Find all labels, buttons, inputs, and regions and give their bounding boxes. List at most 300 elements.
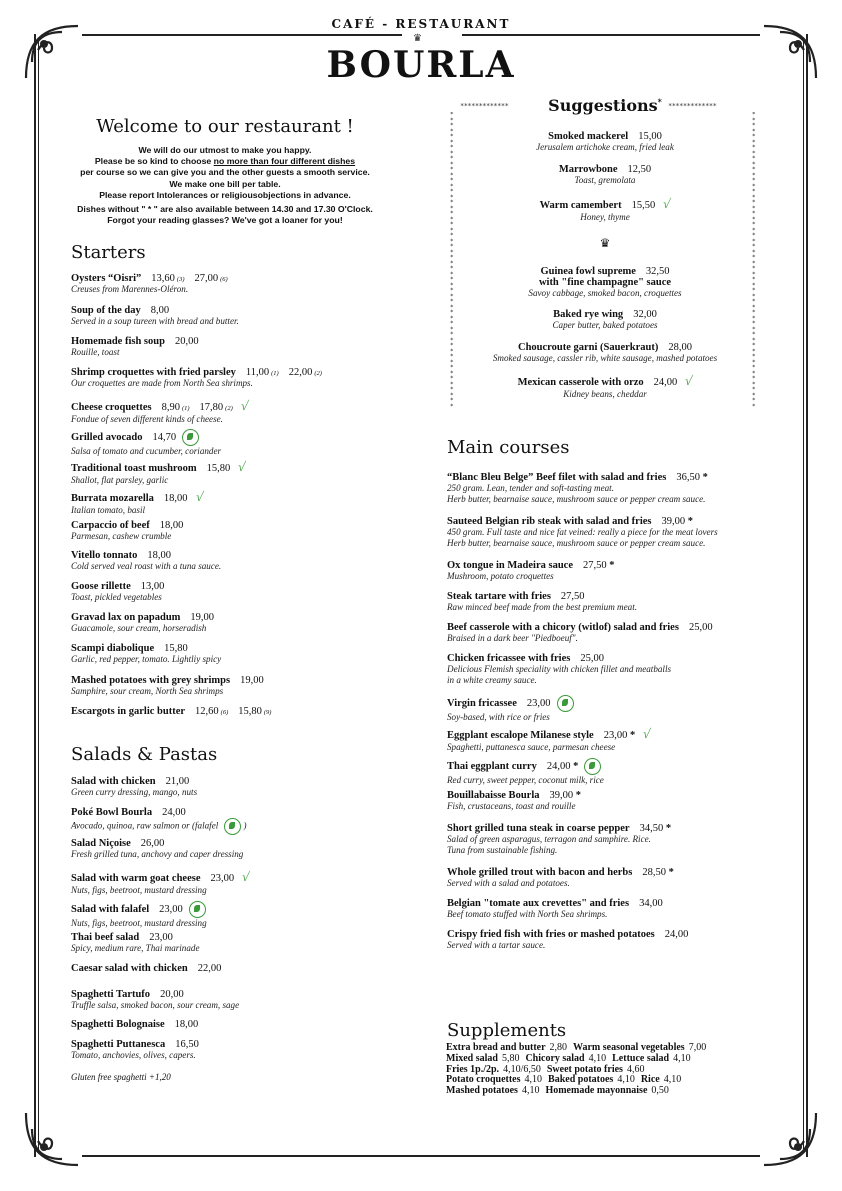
menu-item-line	[446, 196, 764, 212]
all-day-mark: *	[570, 760, 579, 772]
menu-item-price: 28,00	[668, 342, 692, 353]
menu-item-price: 11,00	[245, 367, 270, 378]
menu-item-description	[447, 571, 615, 582]
menu-item-name: Caesar salad with chicken	[71, 963, 188, 974]
menu-item-line	[71, 706, 271, 717]
menu-item-line	[71, 675, 264, 686]
description-text: Soy-based, with rice or fries	[447, 712, 550, 722]
menu-item-price: 19,00	[190, 612, 215, 623]
menu-item-price: 15,80	[206, 463, 231, 474]
menu-item-price: 22,00	[288, 367, 313, 378]
description-text: Served in a soup tureen with bread and butter.	[71, 316, 239, 326]
menu-item	[447, 823, 671, 856]
menu-item-description	[447, 633, 713, 644]
menu-item	[446, 164, 764, 186]
starters-title: Starters	[71, 242, 146, 263]
menu-item-description	[446, 353, 764, 364]
menu-item-line	[71, 989, 239, 1000]
menu-item	[71, 489, 203, 516]
menu-item-name: Carpaccio of beef	[71, 520, 150, 531]
supplement-row	[446, 1086, 776, 1097]
menu-item	[447, 790, 581, 812]
menu-item	[447, 591, 637, 613]
menu-item-price: 12,60	[195, 706, 219, 717]
menu-item-price: 15,50	[631, 200, 656, 211]
menu-item-line	[447, 898, 663, 909]
supplement-price: 4,10	[673, 1052, 691, 1064]
menu-item-price: 18,00	[163, 493, 188, 504]
menu-item-price: 28,50	[642, 867, 666, 878]
menu-item-name: Salad with falafel	[71, 903, 150, 915]
leaf-icon: √	[194, 489, 205, 504]
welcome-section	[60, 116, 390, 226]
description-text: Spicy, medium rare, Thai marinade	[71, 943, 200, 953]
menu-item-name: with "fine champagne" sauce	[538, 277, 672, 288]
menu-item-line	[71, 581, 164, 592]
description-text: Smoked sausage, cassler rib, white sausage, mashed potatoes	[492, 353, 718, 363]
menu-item-description	[447, 483, 708, 494]
supplement-price: 0,50	[651, 1085, 669, 1097]
supplement-name: Mixed salad	[446, 1052, 498, 1064]
menu-item-price: 24,00	[546, 760, 571, 772]
menu-item	[71, 989, 239, 1011]
stars-border-right: ******************************************************	[752, 112, 756, 408]
menu-item-line	[447, 726, 650, 742]
gluten-free-note: Gluten free spaghetti +1,20	[71, 1072, 171, 1082]
menu-item-name: Escargots in garlic butter	[71, 706, 186, 717]
menu-item-name: Sauteed Belgian rib steak with salad and fries	[447, 516, 652, 527]
description-text: Nuts, figs, beetroot, mustard dressing	[71, 885, 207, 895]
menu-item	[447, 516, 718, 549]
menu-item-name: Soup of the day	[71, 305, 141, 316]
menu-item-line	[71, 901, 207, 918]
portion-note: (3)	[176, 276, 185, 283]
supplement-name: Potato croquettes	[446, 1074, 521, 1086]
vegan-badge-icon	[189, 901, 206, 918]
menu-item-name: Grilled avocado	[71, 431, 143, 443]
menu-item-description	[447, 602, 637, 613]
description-text: Green curry dressing, mango, nuts	[71, 787, 198, 797]
description-text: Truffle salsa, smoked bacon, sour cream, sage	[71, 1000, 240, 1010]
menu-item-price: 22,00	[197, 963, 222, 974]
menu-item-name: Spaghetti Puttanesca	[71, 1039, 166, 1050]
portion-note: (1)	[271, 370, 279, 377]
menu-item-description	[71, 316, 239, 327]
menu-item-line	[446, 131, 764, 142]
supplement-name: Sweet potato fries	[546, 1063, 623, 1075]
menu-item-line	[71, 1019, 198, 1030]
menu-item-description	[447, 775, 604, 786]
menu-item-line	[447, 867, 674, 878]
menu-item-price: 36,50	[676, 472, 700, 483]
menu-item	[71, 459, 245, 486]
all-day-mark: *	[665, 867, 674, 878]
menu-item-name: Marrowbone	[558, 164, 618, 175]
menu-item	[446, 373, 764, 400]
menu-item-line	[447, 758, 604, 775]
welcome-note: Dishes without " * " are also available between 14.30 and 17.30 O'Clock. Forgot your reading glasses? We've got a loaner for you!	[77, 204, 373, 226]
menu-item-name: Bouillabaisse Bourla	[447, 790, 540, 801]
menu-item-name: Salad with chicken	[71, 776, 156, 787]
menu-item-price: 18,00	[174, 1019, 199, 1030]
description-text: Fondue of seven different kinds of cheese.	[71, 414, 223, 424]
menu-item-line	[71, 429, 221, 446]
description-text: Savoy cabbage, smoked bacon, croquettes	[528, 288, 682, 298]
menu-item-name: Belgian "tomate aux crevettes" and fries	[447, 898, 630, 909]
description-text: Mushroom, potato croquettes	[447, 571, 554, 581]
menu-item-name: Steak tartare with fries	[447, 591, 551, 602]
menu-item-description	[447, 801, 581, 812]
menu-item-description	[71, 446, 221, 457]
menu-item-line	[447, 929, 688, 940]
portion-note: (1)	[181, 405, 190, 412]
stars-border-top-left: *************	[460, 102, 509, 110]
menu-item	[71, 643, 221, 665]
menu-item-line	[446, 277, 764, 288]
menu-item-line	[446, 266, 764, 277]
corner-ornament-icon	[22, 1109, 82, 1169]
suggestions-title: Suggestions*	[548, 96, 662, 115]
description-text: in a white creamy sauce.	[447, 675, 537, 685]
menu-item-price: 23,00	[603, 730, 628, 741]
menu-item-name: Choucroute garni (Sauerkraut)	[517, 342, 659, 353]
menu-item-line	[71, 459, 245, 475]
menu-item	[71, 675, 264, 697]
menu-item-line	[446, 164, 764, 175]
menu-item-name: Poké Bowl Bourla	[71, 807, 153, 818]
menu-item-name: Ox tongue in Madeira sauce	[447, 560, 573, 571]
menu-item-description	[447, 712, 574, 723]
menu-item	[71, 776, 197, 798]
supplement-price: 4,10	[588, 1052, 607, 1064]
leaf-icon: √	[684, 373, 694, 388]
description-text: Our croquettes are made from North Sea shrimps.	[71, 378, 253, 388]
menu-item-description	[447, 878, 674, 889]
menu-item-price: 13,00	[140, 581, 165, 592]
menu-item-line	[446, 373, 764, 389]
description-text: Tomato, anchovies, olives, capers.	[71, 1050, 196, 1060]
menu-item-description	[446, 320, 764, 331]
description-text: Herb butter, bearnaise sauce, mushroom sauce or pepper cream sauce.	[447, 494, 706, 504]
menu-item	[447, 472, 708, 505]
menu-item	[446, 131, 764, 153]
menu-item-description	[447, 940, 688, 951]
menu-item-line	[71, 776, 197, 787]
portion-note: (6)	[220, 709, 229, 716]
menu-item-price: 23,00	[210, 873, 235, 884]
menu-item-name: Guinea fowl supreme	[540, 266, 636, 277]
menu-item-line	[71, 367, 322, 378]
menu-item-name: Thai beef salad	[71, 932, 140, 943]
description-text: Herb butter, bearnaise sauce, mushroom sauce or pepper cream sauce.	[447, 538, 706, 548]
menu-item-name: Gravad lax on papadum	[71, 612, 181, 623]
menu-item-price: 16,50	[175, 1039, 199, 1050]
menu-item-price: 27,00	[194, 273, 219, 284]
description-text: Raw minced beef made from the best premium meat.	[447, 602, 638, 612]
menu-item-name: Traditional toast mushroom	[71, 463, 197, 474]
menu-item-price: 39,00	[661, 516, 686, 527]
menu-item	[71, 901, 207, 929]
all-day-mark: *	[606, 560, 615, 571]
menu-item-line	[71, 520, 183, 531]
menu-item-price: 14,70	[152, 431, 177, 443]
menu-item-line	[446, 342, 764, 353]
menu-item	[71, 550, 221, 572]
portion-note: (6)	[220, 276, 228, 283]
leaf-icon: √	[641, 726, 652, 741]
menu-item-price: 20,00	[174, 336, 199, 347]
description-text: Jerusalem artichoke cream, fried leak	[536, 142, 674, 152]
menu-item	[447, 622, 713, 644]
description-text: Kidney beans, cheddar	[563, 389, 647, 399]
menu-item-name: Baked rye wing	[553, 309, 624, 320]
menu-item-name: Salad Niçoise	[71, 838, 131, 849]
menu-item-description	[71, 787, 197, 798]
menu-item-description	[71, 592, 164, 603]
menu-item-name: Mexican casserole with orzo	[517, 377, 644, 388]
menu-item-line	[71, 932, 199, 943]
menu-item-description	[447, 494, 708, 505]
menu-item	[71, 520, 183, 542]
menu-item	[71, 581, 164, 603]
menu-item	[71, 367, 322, 389]
menu-item-price: 17,80	[199, 402, 224, 413]
supplement-name: Homemade mayonnaise	[545, 1085, 648, 1097]
description-text: Fish, crustaceans, toast and rouille	[447, 801, 576, 811]
menu-item-description	[71, 505, 203, 516]
menu-item	[71, 706, 271, 717]
supplement-price: 4,10/6,50	[503, 1063, 541, 1075]
leaf-icon: √	[239, 398, 250, 413]
description-text: Spaghetti, puttanesca sauce, parmesan cheese	[447, 742, 616, 752]
menu-item	[446, 342, 764, 364]
menu-item-description	[447, 538, 718, 549]
menu-item-name: Whole grilled trout with bacon and herbs	[447, 867, 633, 878]
description-text: Fresh grilled tuna, anchovy and caper dressing	[71, 849, 244, 859]
menu-item-price: 21,00	[165, 776, 190, 787]
menu-item-price: 19,00	[240, 675, 264, 686]
menu-item-name: Homemade fish soup	[71, 336, 165, 347]
menu-item	[447, 758, 604, 786]
menu-item-line	[71, 643, 221, 654]
menu-item-description	[71, 347, 199, 358]
menu-item	[71, 305, 239, 327]
menu-item-description	[447, 834, 671, 845]
menu-item-line	[71, 838, 243, 849]
supplement-price: 5,80	[501, 1052, 520, 1064]
menu-item	[447, 653, 671, 686]
restaurant-name: BOURLA	[326, 44, 516, 86]
menu-item-description	[446, 389, 764, 400]
description-text: Served with a salad and potatoes.	[447, 878, 570, 888]
menu-item-description	[71, 284, 228, 295]
menu-item-line	[71, 807, 247, 818]
description-text: 450 gram. Full taste and nice fat veined: really a piece for the meat lovers	[447, 527, 718, 537]
menu-item-line	[447, 790, 581, 801]
description-text: Samphire, sour cream, North Sea shrimps	[71, 686, 224, 696]
menu-item	[71, 1039, 199, 1061]
menu-item-name: Virgin fricassee	[447, 697, 517, 709]
menu-item-price: 24,00	[162, 807, 186, 818]
supplement-price: 4,60	[626, 1063, 645, 1075]
menu-item	[71, 869, 249, 896]
menu-item-description	[447, 909, 663, 920]
supplement-price: 4,10	[617, 1074, 635, 1086]
menu-item-line	[447, 653, 671, 664]
menu-item-name: Salad with warm goat cheese	[71, 873, 201, 884]
supplements-title: Supplements	[447, 1020, 567, 1041]
supplement-name: Mashed potatoes	[446, 1085, 518, 1097]
supplement-price: 4,10	[521, 1085, 540, 1097]
menu-item-line	[447, 622, 713, 633]
menu-item-name: “Blanc Bleu Belge” Beef filet with salad and fries	[447, 472, 667, 483]
menu-item-description	[71, 378, 322, 389]
description-text: Tuna from sustainable fishing.	[447, 845, 558, 855]
menu-item-price: 24,00	[664, 929, 689, 940]
menu-item-description	[71, 943, 199, 954]
description-text: Garlic, red pepper, tomato. Lightliy spicy	[71, 654, 222, 664]
menu-item-name: Chicken fricassee with fries	[447, 653, 571, 664]
description-text: Beef tomato stuffed with North Sea shrimps.	[447, 909, 608, 919]
description-text: Braised in a dark beer "Piedboeuf".	[447, 633, 578, 643]
description-text: Salad of green asparagus, terragon and samphire. Rice.	[447, 834, 651, 844]
menu-item-description	[446, 288, 764, 299]
suggestions-box	[446, 96, 764, 414]
menu-item-description	[71, 561, 221, 572]
description-text: Red curry, sweet pepper, coconut milk, rice	[447, 775, 604, 785]
menu-item-line	[71, 963, 221, 974]
description-text: Avocado, quinoa, raw salmon or (falafel	[71, 820, 219, 831]
menu-item-name: Thai eggplant curry	[447, 760, 537, 772]
stars-border-left: ******************************************************	[450, 112, 454, 408]
supplement-price: 7,00	[688, 1042, 707, 1053]
menu-item-name: Crispy fried fish with fries or mashed potatoes	[447, 929, 655, 940]
menu-item	[447, 929, 688, 951]
salads-title: Salads & Pastas	[71, 744, 218, 765]
all-day-mark: *	[573, 790, 581, 801]
menu-item-description	[71, 885, 249, 896]
menu-item-price: 8,90	[161, 402, 180, 413]
menu-item-line	[447, 560, 615, 571]
menu-item-description	[71, 654, 221, 665]
menu-item	[71, 273, 228, 295]
description-text: Salsa of tomato and cucumber, coriander	[71, 446, 222, 456]
menu-item-price: 15,00	[638, 131, 662, 142]
menu-item-description	[71, 818, 247, 835]
menu-item-price: 15,80	[164, 643, 188, 654]
supplement-price: 4,10	[663, 1074, 682, 1086]
all-day-mark: *	[627, 730, 636, 741]
menu-item-line	[447, 695, 574, 712]
description-text: Italian tomato, basil	[71, 505, 146, 515]
menu-item-name: Mashed potatoes with grey shrimps	[71, 675, 231, 686]
menu-item-price: 13,60	[151, 273, 175, 284]
description-text: Toast, gremolata	[574, 175, 636, 185]
menu-item	[446, 266, 764, 299]
description-text: Caper butter, baked potatoes	[552, 320, 658, 330]
menu-item-price: 25,00	[580, 653, 604, 664]
description-text: Honey, thyme	[580, 212, 630, 222]
menu-item-description	[71, 849, 243, 860]
description-text: Served with a tartar sauce.	[447, 940, 546, 950]
description-text: Creuses from Marennes-Oléron.	[71, 284, 189, 294]
menu-item-name: Burrata mozarella	[71, 493, 154, 504]
menu-item-description	[446, 175, 764, 186]
supplement-name: Baked potatoes	[548, 1074, 614, 1086]
menu-item-price: 27,50	[560, 591, 585, 602]
menu-item-line	[447, 591, 637, 602]
leaf-icon: √	[240, 869, 251, 884]
menu-item-description	[446, 142, 764, 153]
menu-item-name: Warm camembert	[539, 200, 622, 211]
menu-item-line	[447, 823, 671, 834]
menu-item-name: Cheese croquettes	[71, 402, 152, 413]
menu-item-line	[71, 273, 228, 284]
menu-item-description	[447, 675, 671, 686]
menu-item-line	[71, 489, 203, 505]
menu-item-description	[446, 212, 764, 223]
menu-item-price: 12,50	[627, 164, 652, 175]
menu-item-name: Scampi diabolique	[71, 643, 155, 654]
description-text: Parmesan, cashew crumble	[71, 531, 172, 541]
menu-item-line	[71, 1039, 199, 1050]
header-tagline: CAFÉ - RESTAURANT	[331, 17, 511, 31]
menu-item	[447, 560, 615, 582]
menu-item-line	[447, 516, 718, 527]
menu-item	[71, 1019, 198, 1030]
menu-item-price: 8,00	[150, 305, 170, 316]
leaf-icon: √	[237, 459, 247, 474]
description-text: Toast, pickled vegetables	[71, 592, 162, 602]
supplement-name: Chicory salad	[525, 1052, 585, 1064]
menu-item-name: Eggplant escalope Milanese style	[447, 730, 594, 741]
menu-item-name: Shrimp croquettes with fried parsley	[71, 367, 236, 378]
menu-item-description	[71, 918, 207, 929]
menu-item	[446, 196, 764, 223]
menu-item-line	[71, 336, 199, 347]
menu-item-name: Vitello tonnato	[71, 550, 138, 561]
menu-item	[447, 726, 650, 753]
portion-note: (9)	[263, 709, 272, 716]
menu-item-description	[71, 531, 183, 542]
menu-item	[71, 429, 221, 457]
menu-item-description	[447, 845, 671, 856]
portion-note: (2)	[314, 370, 322, 377]
menu-item-description	[71, 414, 248, 425]
menu-item-price: 23,00	[159, 903, 183, 915]
description-text: 250 gram. Lean, tender and soft-tasting meat.	[447, 483, 614, 493]
menu-item-name: Goose rillette	[71, 581, 131, 592]
menu-item-price: 20,00	[160, 989, 184, 1000]
description-text: Shallot, flat parsley, garlic	[71, 475, 169, 485]
menu-item	[71, 838, 243, 860]
stars-border-top-right: *************	[668, 102, 717, 110]
menu-item-price: 25,00	[688, 622, 713, 633]
supplement-price: 2,80	[549, 1042, 568, 1053]
supplement-name: Warm seasonal vegetables	[573, 1042, 685, 1053]
menu-item	[446, 309, 764, 331]
menu-item-line	[71, 398, 248, 414]
all-day-mark: *	[685, 516, 693, 527]
vegan-badge-icon	[584, 758, 601, 775]
supplement-name: Rice	[640, 1074, 660, 1086]
supplement-name: Lettuce salad	[612, 1052, 670, 1064]
menu-item-price: 18,00	[147, 550, 172, 561]
menu-item-price: 26,00	[140, 838, 165, 849]
portion-note: (2)	[225, 405, 233, 412]
vegan-badge-icon	[182, 429, 199, 446]
description-text: Delicious Flemish speciality with chicken fillet and meatballs	[447, 664, 672, 674]
